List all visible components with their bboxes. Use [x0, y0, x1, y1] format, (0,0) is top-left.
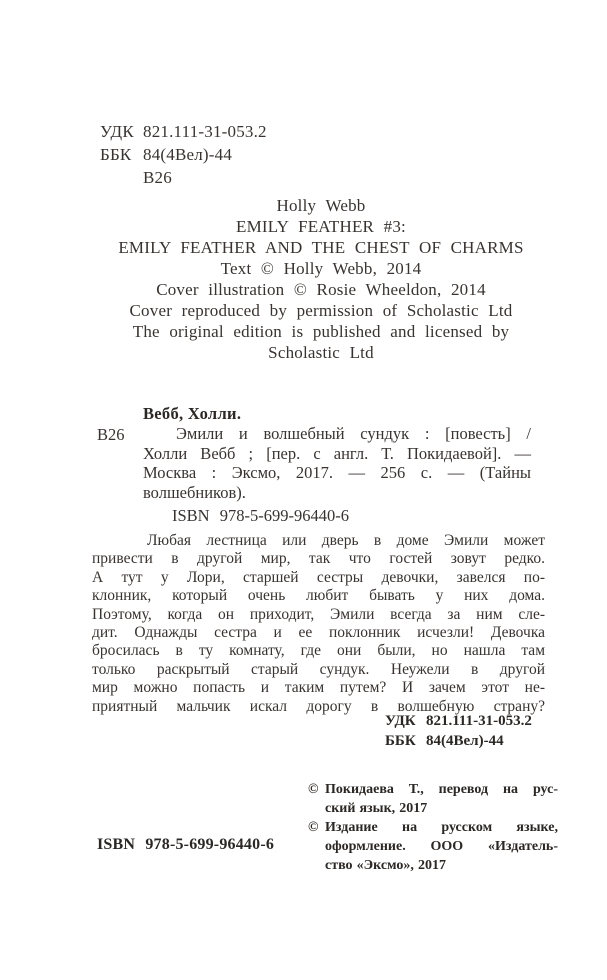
annotation-paragraph: [92, 532, 545, 716]
bbk-label-bottom: ББК: [385, 732, 416, 749]
copyright-line: оформление. ООО «Издатель-: [325, 839, 558, 854]
bib-line: Эмили и волшебный сундук : [повесть] /: [176, 423, 531, 443]
bibliographic-record: [97, 404, 533, 526]
annotation-line: Поэтому, когда он приходит, Эмили всегда за ним сле-: [92, 605, 545, 623]
series-title: EMILY FEATHER #3:: [236, 217, 406, 236]
cover-permission: Cover reproduced by permission of Scholastic Ltd: [129, 301, 513, 320]
udk-row: [100, 120, 267, 143]
annotation-line: Любая лестница или дверь в доме Эмили может: [147, 532, 545, 549]
copyright-line: ство «Эксмо», 2017: [325, 858, 446, 873]
annotation-line: дит. Однажды сестра и ее поклонник исчезли! Девочка: [92, 624, 545, 642]
udk-label-bottom: УДК: [385, 713, 416, 729]
bib-line: Москва : Эксмо, 2017. — 256 с. — (Тайны: [143, 463, 531, 483]
original-title: EMILY FEATHER AND THE CHEST OF CHARMS: [118, 238, 524, 257]
annotation-line: клонник, который очень любит бывать у них дома.: [92, 587, 545, 605]
copyright-symbol: ©: [308, 782, 319, 797]
bbk-value-bottom: 84(4Вел)-44: [426, 732, 504, 749]
bib-author-heading: Вебб, Холли.: [143, 404, 242, 423]
original-author: Holly Webb: [276, 196, 366, 215]
udk-label: УДК: [100, 122, 134, 141]
bib-author-code: В26: [97, 424, 125, 444]
bib-line: волшебников).: [143, 483, 246, 503]
bib-description: [143, 424, 531, 503]
license-note-line2: Scholastic Ltd: [268, 343, 374, 362]
cover-copyright: Cover illustration © Rosie Wheeldon, 2014: [156, 280, 486, 299]
license-note-line1: The original edition is published and licensed by: [132, 322, 510, 341]
copyright-item-translation: [308, 780, 558, 818]
classification-codes-top: [100, 120, 267, 189]
author-code-row: [100, 166, 267, 189]
copyright-line: Издание на русском языке,: [325, 820, 558, 835]
bib-line: Холли Вебб ; [пер. с англ. Т. Покидаевой]. —: [143, 443, 531, 463]
isbn-record: ISBN 978-5-699-96440-6: [172, 505, 349, 525]
classification-codes-bottom: [385, 712, 532, 751]
annotation-line: только раскрытый старый сундук. Неужели в другой: [92, 660, 545, 678]
annotation-line: бросилась в ту комнату, где они были, но нашла там: [92, 642, 545, 660]
copyright-text: [325, 818, 558, 875]
copyright-symbol: ©: [308, 820, 319, 835]
copyright-item-edition: [308, 818, 558, 875]
bib-body: [97, 424, 533, 526]
text-copyright: Text © Holly Webb, 2014: [220, 259, 422, 278]
original-edition-block: [95, 195, 547, 363]
author-code-value: В26: [143, 168, 172, 187]
annotation-line: привести в другой мир, так что гостей зовут редко.: [92, 550, 545, 568]
copyright-line: Покидаева Т., перевод на рус-: [325, 782, 558, 797]
udk-value-bottom: 821.111-31-053.2: [426, 713, 532, 729]
bbk-row: [100, 143, 267, 166]
isbn-bottom: ISBN 978-5-699-96440-6: [97, 836, 275, 853]
author-code-spacer: [100, 166, 143, 189]
bbk-row-bottom: [385, 732, 532, 752]
udk-value: 821.111-31-053.2: [143, 122, 267, 141]
bbk-value: 84(4Вел)-44: [143, 145, 233, 164]
annotation-line: приятный мальчик искал дорогу в волшебную страну?: [92, 697, 545, 715]
bbk-label: ББК: [100, 145, 132, 164]
copyright-text: [325, 780, 558, 818]
copyright-line: ский язык, 2017: [325, 801, 428, 816]
annotation-line: А тут у Лори, старшей сестры девочки, завелся по-: [92, 568, 545, 586]
annotation-line: мир можно попасть и таким путем? И зачем этот не-: [92, 679, 545, 697]
copyright-notices: [308, 780, 558, 875]
udk-row-bottom: [385, 712, 532, 732]
